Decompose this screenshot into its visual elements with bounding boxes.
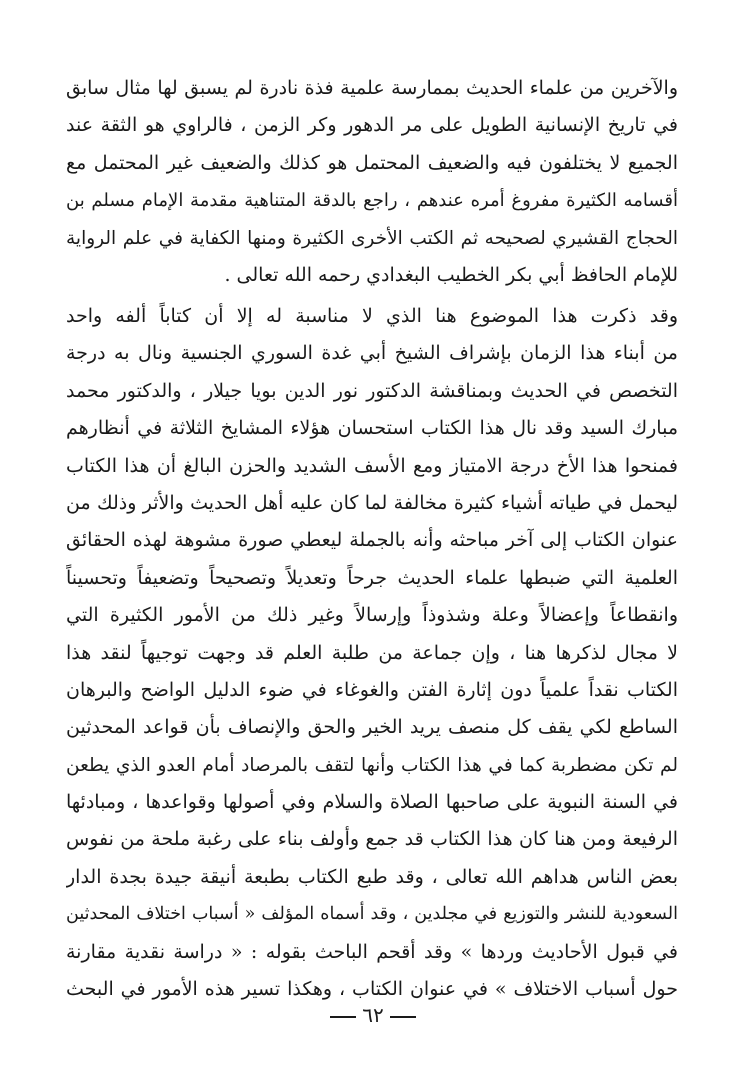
text-line: الساطع لكي يقف كل منصف يريد الخير والحق والإنصاف بأن قواعد المحدثين xyxy=(66,716,678,739)
text-line: مبارك السيد وقد نال هذا الكتاب استحسان هؤلاء المشايخ الثلاثة في أنظارهم xyxy=(66,417,678,440)
text-line: الجميع لا يختلفون فيه والضعيف المحتمل هو كذلك والضعيف غير المحتمل مع xyxy=(66,151,678,174)
dash-right xyxy=(330,1016,356,1018)
text-line: للإمام الحافظ أبي بكر الخطيب البغدادي رحمه الله تعالى . xyxy=(224,263,678,286)
text-line: والآخرين من علماء الحديث بممارسة علمية فذة نادرة لم يسبق لها مثال سابق xyxy=(66,77,678,99)
text-line: فمنحوا هذا الأخ درجة الامتياز ومع الأسف الشديد والحزن البالغ أن هذا الكتاب xyxy=(66,454,678,477)
text-line: وقد ذكرت هذا الموضوع هنا الذي لا مناسبة له إلا أن كتاباً ألفه واحد xyxy=(66,305,678,327)
text-line: في السنة النبوية على صاحبها الصلاة والسلام وفي أصولها وقواعدها ، ومبادئها xyxy=(66,791,678,814)
text-line: أقسامه الكثيرة مفروغ أمره عندهم ، راجع بالدقة المتناهية مقدمة الإمام مسلم بن xyxy=(66,190,678,212)
text-line: لا مجال لذكرها هنا ، وإن جماعة من طلبة العلم قد وجهت توجيهاً لنقد هذا xyxy=(66,641,678,664)
text-line: وانقطاعاً وإعضالاً وعلة وشذوذاً وإرسالاً وغير ذلك من الأمور الكثيرة التي xyxy=(66,604,678,627)
text-line: الكتاب نقداً علمياً دون إثارة الفتن والغوغاء في ضوء الدليل الواضح والبرهان xyxy=(66,678,678,701)
text-line: لم تكن مضطربة كما في هذا الكتاب وأنها لتقف بالمرصاد أمام العدو الذي يطعن xyxy=(66,754,678,776)
dash-left xyxy=(390,1016,416,1018)
page-number-value: ٦٢ xyxy=(362,1003,384,1027)
text-line: حول أسباب الاختلاف » في عنوان الكتاب ، وهكذا تسير هذه الأمور في البحث xyxy=(66,978,678,1001)
text-line: في قبول الأحاديث وردها » وقد أقحم الباحث بقوله : « دراسة نقدية مقارنة xyxy=(66,940,678,963)
paragraph-1 xyxy=(66,70,678,294)
text-line: من أبناء هذا الزمان بإشراف الشيخ أبي غدة السوري الجنسية ونال به درجة xyxy=(66,342,678,365)
text-line: بعض الناس هداهم الله تعالى ، وقد طبع الكتاب بطبعة أنيقة جيدة بجدة الدار xyxy=(66,865,678,888)
text-line: ليحمل في طياته أشياء كثيرة مخالفة لما كان عليه أهل الحديث والأثر وذلك من xyxy=(66,491,678,514)
text-line: عنوان الكتاب إلى آخر مباحثه وأنه بالجملة ليعطي صورة مشوهة لهذه الحقائق xyxy=(66,529,678,552)
text-line: الرفيعة ومن هنا كان هذا الكتاب قد جمع وأولف بناء على رغبة ملحة من نفوس xyxy=(66,828,678,851)
paragraph-2 xyxy=(66,298,678,1008)
text-line: التخصص في الحديث وبمناقشة الدكتور نور الدين بويا جيلار ، والدكتور محمد xyxy=(66,379,678,402)
text-line: العلمية التي ضبطها علماء الحديث جرحاً وتعديلاً وتصحيحاً وتضعيفاً وتحسيناً xyxy=(66,566,678,589)
text-line: السعودية للنشر والتوزيع في مجلدين ، وقد أسماه المؤلف « أسباب اختلاف المحدثين xyxy=(66,904,678,925)
text-line: في تاريخ الإنسانية الطويل على مر الدهور وكر الزمن ، فالراوي هو الثقة عند xyxy=(66,114,678,137)
text-line: الحجاج القشيري لصحيحه ثم الكتب الأخرى الكثيرة ومنها الكفاية في علم الرواية xyxy=(66,227,678,249)
page-number xyxy=(0,1000,746,1030)
